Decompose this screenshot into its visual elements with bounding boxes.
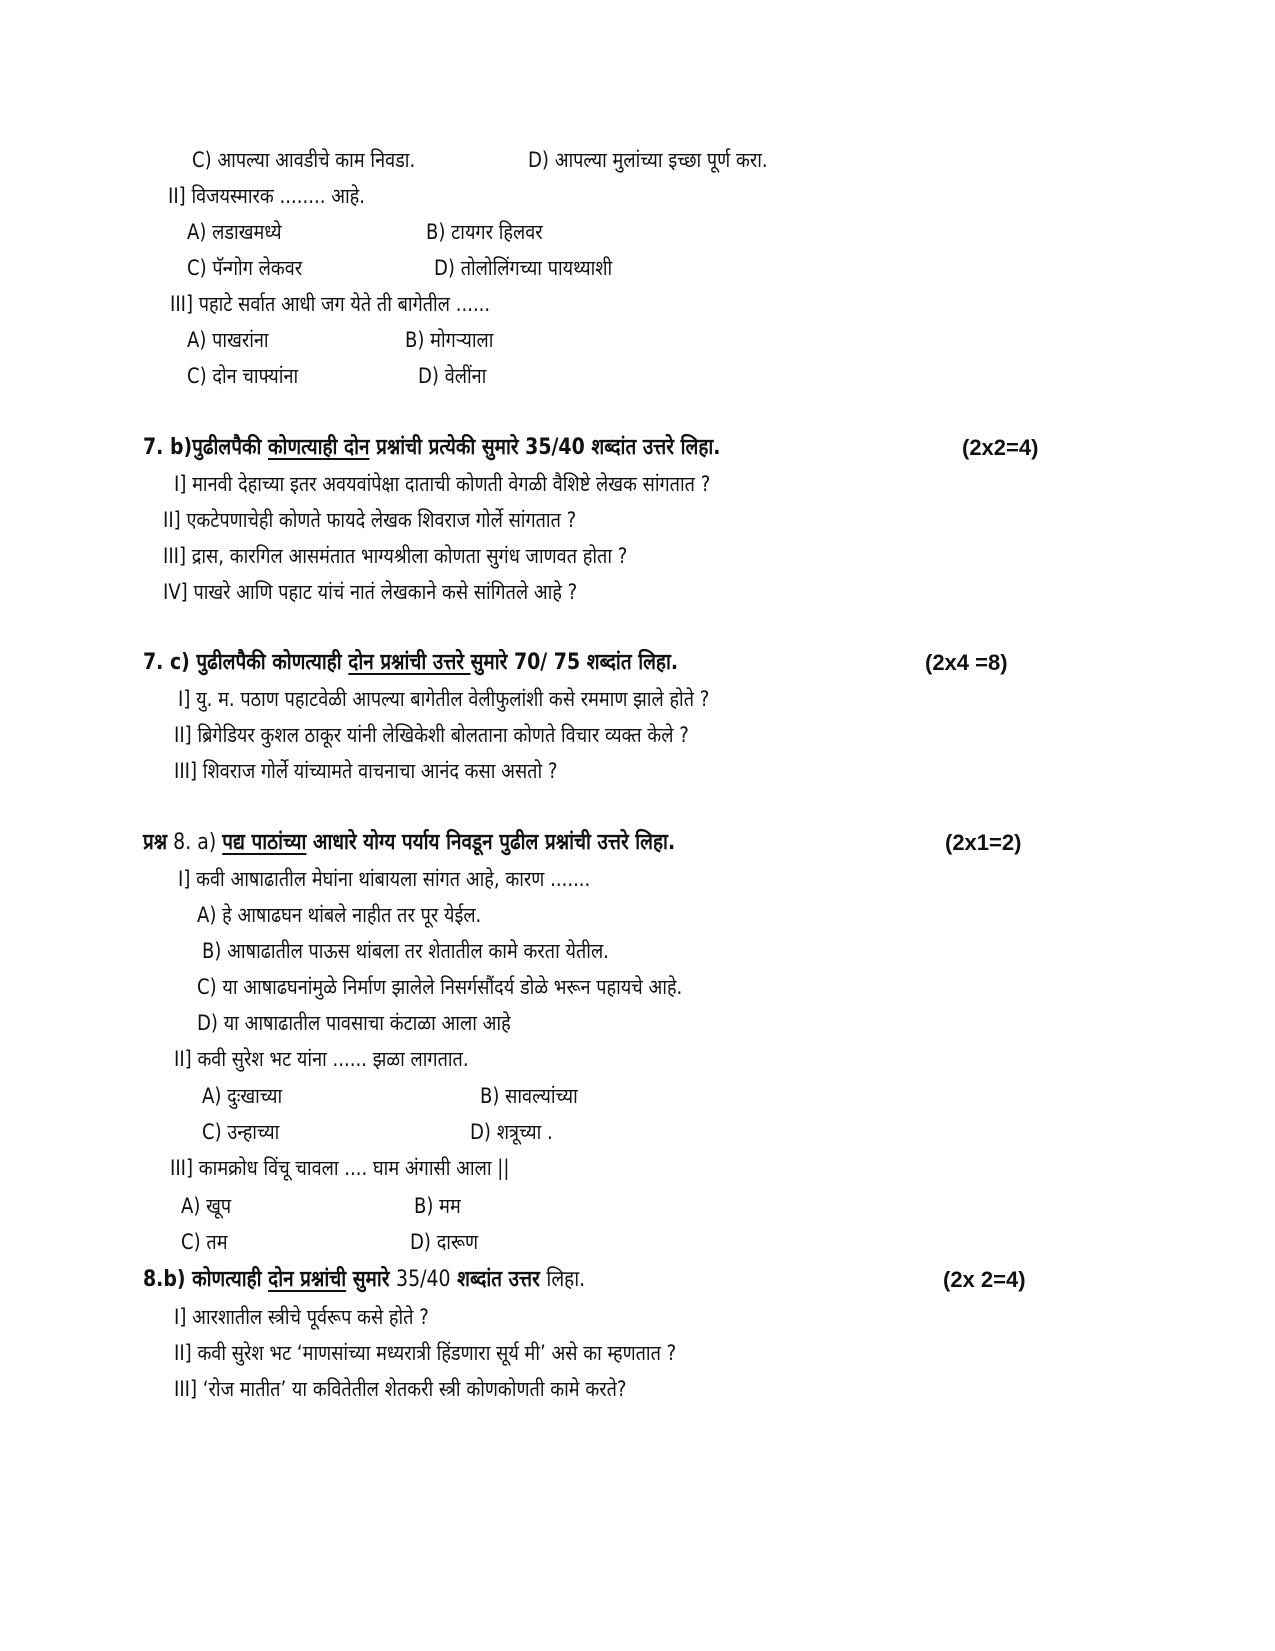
option-c: C) आपल्या आवडीचे काम निवडा.	[192, 148, 416, 172]
option-a: A) पाखरांना	[187, 328, 269, 352]
option-b: B) टायगर हिलवर	[426, 220, 543, 244]
option-a: A) दुःखाच्या	[202, 1084, 283, 1108]
option-a: A) लडाखमध्ये	[187, 220, 282, 244]
section-heading: 7. c) पुढीलपैकी कोणत्याही दोन प्रश्नांची उत्तरे सुमारे 70/ 75 शब्दांत लिहा.	[143, 650, 679, 675]
question-1: I] कवी आषाढातील मेघांना थांबायला सांगत आहे, कारण .......	[178, 867, 591, 891]
option-c: C) उन्हाच्या	[202, 1120, 280, 1144]
marks: (2x4 =8)	[925, 650, 1008, 675]
option-b: B) मोगऱ्याला	[405, 328, 494, 352]
option-c: C) तम	[181, 1230, 228, 1254]
question-2: II] कवी सुरेश भट ‘माणसांच्या मध्यरात्री हिंडणारा सूर्य मी’ असे का म्हणतात ?	[174, 1341, 677, 1365]
question-1: I] मानवी देहाच्या इतर अवयवांपेक्षा दाताची कोणती वेगळी वैशिष्टे लेखक सांगतात ?	[174, 472, 711, 496]
section-heading: 8.b) कोणत्याही दोन प्रश्नांची सुमारे 35/40 शब्दांत उत्तर लिहा.	[143, 1267, 586, 1292]
underlined-text: पद्य पाठांच्या	[222, 830, 307, 855]
option-d: D) दारूण	[410, 1230, 479, 1254]
question-1: I] आरशातील स्त्रीचे पूर्वरूप कसे होते ?	[174, 1305, 429, 1329]
option-b: B) आषाढातील पाऊस थांबला तर शेतातील कामे करता येतील.	[202, 939, 609, 963]
question-3: III] द्रास, कारगिल आसमंतात भाग्यश्रीला कोणता सुगंध जाणवत होता ?	[163, 544, 628, 568]
question-3: III] कामक्रोध विंचू चावला .... घाम अंगासी आला ||	[170, 1156, 510, 1180]
question-1: I] यु. म. पठाण पहाटवेळी आपल्या बागेतील वेलीफुलांशी कसे रममाण झाले होते ?	[178, 687, 710, 711]
question-2: II] एकटेपणाचेही कोणते फायदे लेखक शिवराज गोर्ले सांगतात ?	[163, 508, 577, 532]
option-d: D) आपल्या मुलांच्या इच्छा पूर्ण करा.	[528, 148, 768, 172]
marks: (2x 2=4)	[943, 1267, 1026, 1292]
option-b: B) मम	[414, 1194, 461, 1218]
underlined-text: कोणत्याही दोन	[268, 435, 370, 460]
question-text: III] पहाटे सर्वात आधी जग येते ती बागेतील ......	[170, 292, 491, 316]
option-c: C) दोन चाफ्यांना	[187, 364, 299, 388]
option-d: D) शत्रूच्या .	[470, 1120, 553, 1144]
question-2: II] कवी सुरेश भट यांना ...... झळा लागतात.	[174, 1047, 469, 1071]
question-4: IV] पाखरे आणि पहाट यांचं नातं लेखकाने कसे सांगितले आहे ?	[163, 580, 578, 604]
option-b: B) सावल्यांच्या	[480, 1084, 578, 1108]
option-a: A) खूप	[181, 1194, 232, 1218]
option-c: C) पॅन्गोग लेकवर	[187, 256, 303, 280]
question-text: II] विजयस्मारक ........ आहे.	[168, 184, 365, 208]
option-d: D) या आषाढातील पावसाचा कंटाळा आला आहे	[197, 1011, 511, 1035]
marks: (2x2=4)	[962, 435, 1039, 460]
question-3: III] शिवराज गोर्ले यांच्यामते वाचनाचा आनंद कसा असतो ?	[174, 759, 558, 783]
marks: (2x1=2)	[945, 830, 1022, 855]
option-d: D) वेलींना	[418, 364, 487, 388]
option-d: D) तोलोलिंगच्या पायथ्याशी	[434, 256, 613, 280]
section-heading: 7. b)पुढीलपैकी कोणत्याही दोन प्रश्नांची प्रत्येकी सुमारे 35/40 शब्दांत उत्तरे लिहा.	[143, 435, 721, 460]
question-2: II] ब्रिगेडियर कुशल ठाकूर यांनी लेखिकेशी बोलताना कोणते विचार व्यक्त केले ?	[174, 723, 689, 747]
underlined-text: दोन प्रश्नांची	[268, 1267, 347, 1292]
question-3: III] ‘रोज मातीत’ या कवितेतील शेतकरी स्त्री कोणकोणती कामे करते?	[174, 1377, 627, 1401]
option-c: C) या आषाढघनांमुळे निर्माण झालेले निसर्गसौंदर्य डोळे भरून पहायचे आहे.	[197, 975, 683, 999]
section-heading: प्रश्न 8. a) पद्य पाठांच्या आधारे योग्य पर्याय निवडून पुढील प्रश्नांची उत्तरे लिहा.	[143, 830, 676, 855]
underlined-text: दोन प्रश्नांची उत्तरे	[348, 650, 471, 675]
option-a: A) हे आषाढघन थांबले नाहीत तर पूर येईल.	[197, 903, 482, 927]
